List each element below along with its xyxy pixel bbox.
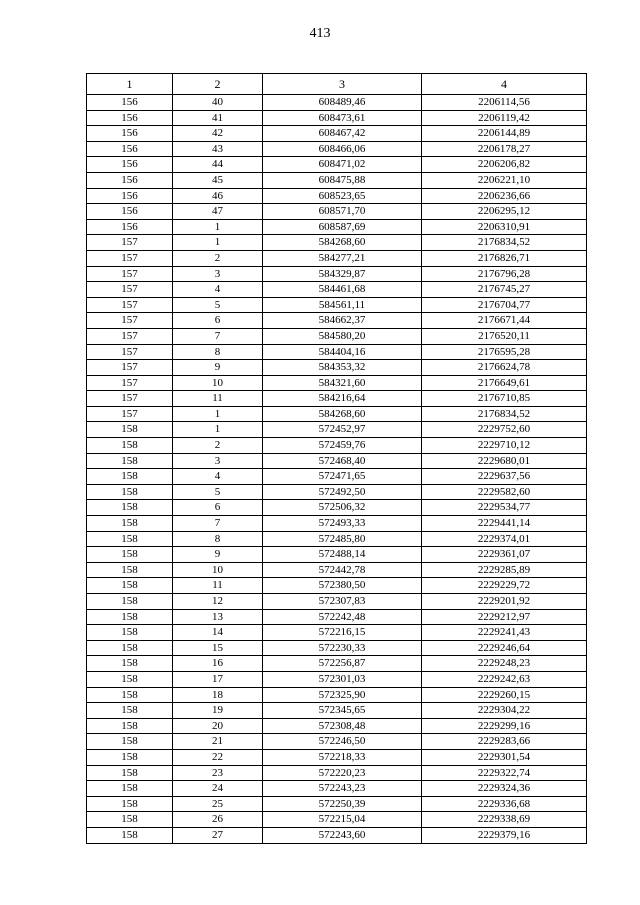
cell-col-2: 1	[173, 219, 263, 235]
cell-col-3: 584561,11	[263, 297, 422, 313]
cell-col-1: 156	[87, 95, 173, 111]
cell-col-3: 572256,87	[263, 656, 422, 672]
cell-col-4: 2176796,28	[422, 266, 587, 282]
cell-col-1: 157	[87, 375, 173, 391]
cell-col-4: 2176520,11	[422, 328, 587, 344]
cell-col-2: 45	[173, 172, 263, 188]
cell-col-4: 2229361,07	[422, 547, 587, 563]
cell-col-4: 2229285,89	[422, 562, 587, 578]
cell-col-4: 2229637,56	[422, 469, 587, 485]
table-row	[87, 438, 587, 454]
cell-col-2: 27	[173, 827, 263, 843]
table-row	[87, 391, 587, 407]
table-row	[87, 313, 587, 329]
cell-col-4: 2229324,36	[422, 781, 587, 797]
cell-col-1: 158	[87, 469, 173, 485]
cell-col-1: 158	[87, 765, 173, 781]
cell-col-4: 2176649,61	[422, 375, 587, 391]
cell-col-4: 2229338,69	[422, 812, 587, 828]
cell-col-2: 9	[173, 547, 263, 563]
cell-col-4: 2176624,78	[422, 360, 587, 376]
cell-col-2: 1	[173, 406, 263, 422]
cell-col-4: 2229752,60	[422, 422, 587, 438]
cell-col-2: 11	[173, 391, 263, 407]
cell-col-4: 2176704,77	[422, 297, 587, 313]
table-row	[87, 219, 587, 235]
cell-col-3: 572471,65	[263, 469, 422, 485]
cell-col-2: 4	[173, 282, 263, 298]
cell-col-1: 157	[87, 282, 173, 298]
cell-col-1: 157	[87, 313, 173, 329]
cell-col-3: 584268,60	[263, 235, 422, 251]
table-row	[87, 141, 587, 157]
table-row	[87, 547, 587, 563]
cell-col-3: 584321,60	[263, 375, 422, 391]
cell-col-4: 2176834,52	[422, 406, 587, 422]
table-row	[87, 282, 587, 298]
cell-col-4: 2229441,14	[422, 516, 587, 532]
table-row	[87, 328, 587, 344]
page-number: 413	[309, 26, 331, 41]
cell-col-3: 572242,48	[263, 609, 422, 625]
cell-col-3: 572488,14	[263, 547, 422, 563]
column-header-4: 4	[422, 74, 587, 95]
cell-col-1: 158	[87, 703, 173, 719]
cell-col-2: 9	[173, 360, 263, 376]
table-row	[87, 749, 587, 765]
cell-col-3: 572506,32	[263, 500, 422, 516]
cell-col-2: 3	[173, 266, 263, 282]
cell-col-3: 572246,50	[263, 734, 422, 750]
cell-col-4: 2229322,74	[422, 765, 587, 781]
cell-col-2: 6	[173, 313, 263, 329]
cell-col-2: 41	[173, 110, 263, 126]
table-row	[87, 671, 587, 687]
table-row	[87, 344, 587, 360]
cell-col-1: 157	[87, 391, 173, 407]
cell-col-3: 584404,16	[263, 344, 422, 360]
cell-col-1: 158	[87, 640, 173, 656]
table-row	[87, 453, 587, 469]
cell-col-1: 156	[87, 172, 173, 188]
cell-col-4: 2229246,64	[422, 640, 587, 656]
cell-col-1: 156	[87, 110, 173, 126]
cell-col-2: 11	[173, 578, 263, 594]
cell-col-2: 7	[173, 328, 263, 344]
coordinates-table	[86, 73, 587, 844]
cell-col-2: 1	[173, 422, 263, 438]
cell-col-2: 24	[173, 781, 263, 797]
cell-col-2: 42	[173, 126, 263, 142]
cell-col-3: 572220,23	[263, 765, 422, 781]
cell-col-1: 158	[87, 578, 173, 594]
table-row	[87, 781, 587, 797]
cell-col-4: 2176745,27	[422, 282, 587, 298]
cell-col-4: 2229304,22	[422, 703, 587, 719]
cell-col-2: 3	[173, 453, 263, 469]
cell-col-2: 8	[173, 344, 263, 360]
cell-col-3: 608571,70	[263, 204, 422, 220]
cell-col-2: 10	[173, 375, 263, 391]
cell-col-4: 2229534,77	[422, 500, 587, 516]
table-row	[87, 469, 587, 485]
table-row	[87, 594, 587, 610]
table-header	[87, 74, 587, 95]
cell-col-2: 2	[173, 438, 263, 454]
cell-col-3: 572307,83	[263, 594, 422, 610]
cell-col-1: 158	[87, 422, 173, 438]
cell-col-3: 608473,61	[263, 110, 422, 126]
column-header-1: 1	[87, 74, 173, 95]
table-row	[87, 812, 587, 828]
cell-col-1: 158	[87, 812, 173, 828]
cell-col-2: 6	[173, 500, 263, 516]
header-row	[87, 74, 587, 95]
cell-col-2: 25	[173, 796, 263, 812]
cell-col-1: 158	[87, 531, 173, 547]
table-row	[87, 718, 587, 734]
table-row	[87, 562, 587, 578]
cell-col-1: 158	[87, 609, 173, 625]
table-row	[87, 126, 587, 142]
cell-col-2: 17	[173, 671, 263, 687]
cell-col-3: 572215,04	[263, 812, 422, 828]
cell-col-2: 13	[173, 609, 263, 625]
table-row	[87, 360, 587, 376]
cell-col-4: 2206310,91	[422, 219, 587, 235]
table-row	[87, 172, 587, 188]
cell-col-1: 158	[87, 484, 173, 500]
table-row	[87, 734, 587, 750]
cell-col-3: 572243,23	[263, 781, 422, 797]
cell-col-4: 2206236,66	[422, 188, 587, 204]
cell-col-1: 156	[87, 141, 173, 157]
cell-col-4: 2229229,72	[422, 578, 587, 594]
cell-col-1: 157	[87, 297, 173, 313]
cell-col-3: 608489,46	[263, 95, 422, 111]
cell-col-2: 15	[173, 640, 263, 656]
table-row	[87, 500, 587, 516]
cell-col-1: 158	[87, 656, 173, 672]
table-row	[87, 531, 587, 547]
table-row	[87, 687, 587, 703]
column-header-3: 3	[263, 74, 422, 95]
table-row	[87, 250, 587, 266]
cell-col-1: 156	[87, 126, 173, 142]
cell-col-3: 572216,15	[263, 625, 422, 641]
cell-col-4: 2229299,16	[422, 718, 587, 734]
cell-col-3: 608467,42	[263, 126, 422, 142]
cell-col-1: 157	[87, 235, 173, 251]
cell-col-1: 156	[87, 219, 173, 235]
cell-col-1: 158	[87, 625, 173, 641]
cell-col-3: 608587,69	[263, 219, 422, 235]
cell-col-2: 2	[173, 250, 263, 266]
cell-col-3: 584277,21	[263, 250, 422, 266]
cell-col-4: 2229283,66	[422, 734, 587, 750]
cell-col-1: 158	[87, 781, 173, 797]
cell-col-4: 2176595,28	[422, 344, 587, 360]
cell-col-1: 158	[87, 547, 173, 563]
cell-col-4: 2229379,16	[422, 827, 587, 843]
cell-col-1: 157	[87, 328, 173, 344]
cell-col-4: 2229248,23	[422, 656, 587, 672]
cell-col-2: 5	[173, 484, 263, 500]
cell-col-1: 157	[87, 406, 173, 422]
cell-col-1: 158	[87, 671, 173, 687]
cell-col-3: 572308,48	[263, 718, 422, 734]
cell-col-3: 572325,90	[263, 687, 422, 703]
cell-col-2: 46	[173, 188, 263, 204]
cell-col-2: 26	[173, 812, 263, 828]
table-row	[87, 609, 587, 625]
table-row	[87, 765, 587, 781]
cell-col-3: 584268,60	[263, 406, 422, 422]
table-row	[87, 297, 587, 313]
table-row	[87, 484, 587, 500]
cell-col-2: 20	[173, 718, 263, 734]
cell-col-3: 608471,02	[263, 157, 422, 173]
table-row	[87, 796, 587, 812]
cell-col-4: 2206114,56	[422, 95, 587, 111]
cell-col-4: 2206144,89	[422, 126, 587, 142]
cell-col-4: 2229582,60	[422, 484, 587, 500]
cell-col-3: 572459,76	[263, 438, 422, 454]
cell-col-1: 158	[87, 594, 173, 610]
cell-col-1: 157	[87, 344, 173, 360]
cell-col-2: 21	[173, 734, 263, 750]
cell-col-4: 2229242,63	[422, 671, 587, 687]
cell-col-4: 2176834,52	[422, 235, 587, 251]
table-row	[87, 578, 587, 594]
cell-col-3: 572468,40	[263, 453, 422, 469]
table-row	[87, 110, 587, 126]
cell-col-3: 572218,33	[263, 749, 422, 765]
table-row	[87, 204, 587, 220]
cell-col-4: 2206206,82	[422, 157, 587, 173]
cell-col-2: 14	[173, 625, 263, 641]
cell-col-3: 608466,06	[263, 141, 422, 157]
cell-col-2: 18	[173, 687, 263, 703]
cell-col-3: 572243,60	[263, 827, 422, 843]
column-header-2: 2	[173, 74, 263, 95]
table-row	[87, 516, 587, 532]
cell-col-1: 156	[87, 157, 173, 173]
cell-col-2: 22	[173, 749, 263, 765]
table-row	[87, 235, 587, 251]
cell-col-4: 2229301,54	[422, 749, 587, 765]
cell-col-4: 2206295,12	[422, 204, 587, 220]
table-row	[87, 827, 587, 843]
cell-col-1: 156	[87, 188, 173, 204]
table-body	[87, 95, 587, 844]
cell-col-1: 158	[87, 438, 173, 454]
cell-col-2: 23	[173, 765, 263, 781]
cell-col-1: 158	[87, 453, 173, 469]
cell-col-2: 7	[173, 516, 263, 532]
cell-col-2: 12	[173, 594, 263, 610]
cell-col-1: 158	[87, 500, 173, 516]
cell-col-1: 158	[87, 749, 173, 765]
cell-col-2: 8	[173, 531, 263, 547]
cell-col-1: 158	[87, 687, 173, 703]
cell-col-4: 2229710,12	[422, 438, 587, 454]
table-row	[87, 703, 587, 719]
cell-col-3: 584216,64	[263, 391, 422, 407]
cell-col-1: 158	[87, 718, 173, 734]
cell-col-3: 572230,33	[263, 640, 422, 656]
cell-col-3: 608523,65	[263, 188, 422, 204]
cell-col-1: 158	[87, 796, 173, 812]
cell-col-4: 2176671,44	[422, 313, 587, 329]
cell-col-3: 608475,88	[263, 172, 422, 188]
cell-col-3: 572485,80	[263, 531, 422, 547]
cell-col-3: 572492,50	[263, 484, 422, 500]
cell-col-2: 19	[173, 703, 263, 719]
cell-col-1: 158	[87, 827, 173, 843]
cell-col-2: 43	[173, 141, 263, 157]
cell-col-3: 572345,65	[263, 703, 422, 719]
table-row	[87, 422, 587, 438]
table-row	[87, 95, 587, 111]
cell-col-4: 2229336,68	[422, 796, 587, 812]
cell-col-2: 10	[173, 562, 263, 578]
cell-col-4: 2176710,85	[422, 391, 587, 407]
cell-col-4: 2206178,27	[422, 141, 587, 157]
cell-col-4: 2229241,43	[422, 625, 587, 641]
cell-col-4: 2229212,97	[422, 609, 587, 625]
cell-col-2: 16	[173, 656, 263, 672]
cell-col-3: 572452,97	[263, 422, 422, 438]
cell-col-2: 44	[173, 157, 263, 173]
cell-col-4: 2229260,15	[422, 687, 587, 703]
table-row	[87, 625, 587, 641]
cell-col-1: 156	[87, 204, 173, 220]
cell-col-4: 2176826,71	[422, 250, 587, 266]
cell-col-3: 584353,32	[263, 360, 422, 376]
table-row	[87, 640, 587, 656]
cell-col-3: 572301,03	[263, 671, 422, 687]
table-row	[87, 188, 587, 204]
cell-col-4: 2229374,01	[422, 531, 587, 547]
cell-col-3: 584662,37	[263, 313, 422, 329]
cell-col-1: 158	[87, 562, 173, 578]
cell-col-2: 1	[173, 235, 263, 251]
cell-col-3: 584580,20	[263, 328, 422, 344]
cell-col-2: 40	[173, 95, 263, 111]
table-row	[87, 266, 587, 282]
cell-col-1: 157	[87, 266, 173, 282]
cell-col-1: 158	[87, 734, 173, 750]
table-row	[87, 656, 587, 672]
table-row	[87, 375, 587, 391]
cell-col-3: 572493,33	[263, 516, 422, 532]
cell-col-4: 2229201,92	[422, 594, 587, 610]
cell-col-4: 2206221,10	[422, 172, 587, 188]
cell-col-2: 5	[173, 297, 263, 313]
cell-col-4: 2229680,01	[422, 453, 587, 469]
cell-col-3: 572442,78	[263, 562, 422, 578]
table-row	[87, 157, 587, 173]
cell-col-1: 157	[87, 250, 173, 266]
table-row	[87, 406, 587, 422]
cell-col-3: 572380,50	[263, 578, 422, 594]
cell-col-2: 47	[173, 204, 263, 220]
cell-col-3: 584461,68	[263, 282, 422, 298]
cell-col-2: 4	[173, 469, 263, 485]
cell-col-4: 2206119,42	[422, 110, 587, 126]
cell-col-1: 158	[87, 516, 173, 532]
cell-col-3: 584329,87	[263, 266, 422, 282]
cell-col-1: 157	[87, 360, 173, 376]
cell-col-3: 572250,39	[263, 796, 422, 812]
